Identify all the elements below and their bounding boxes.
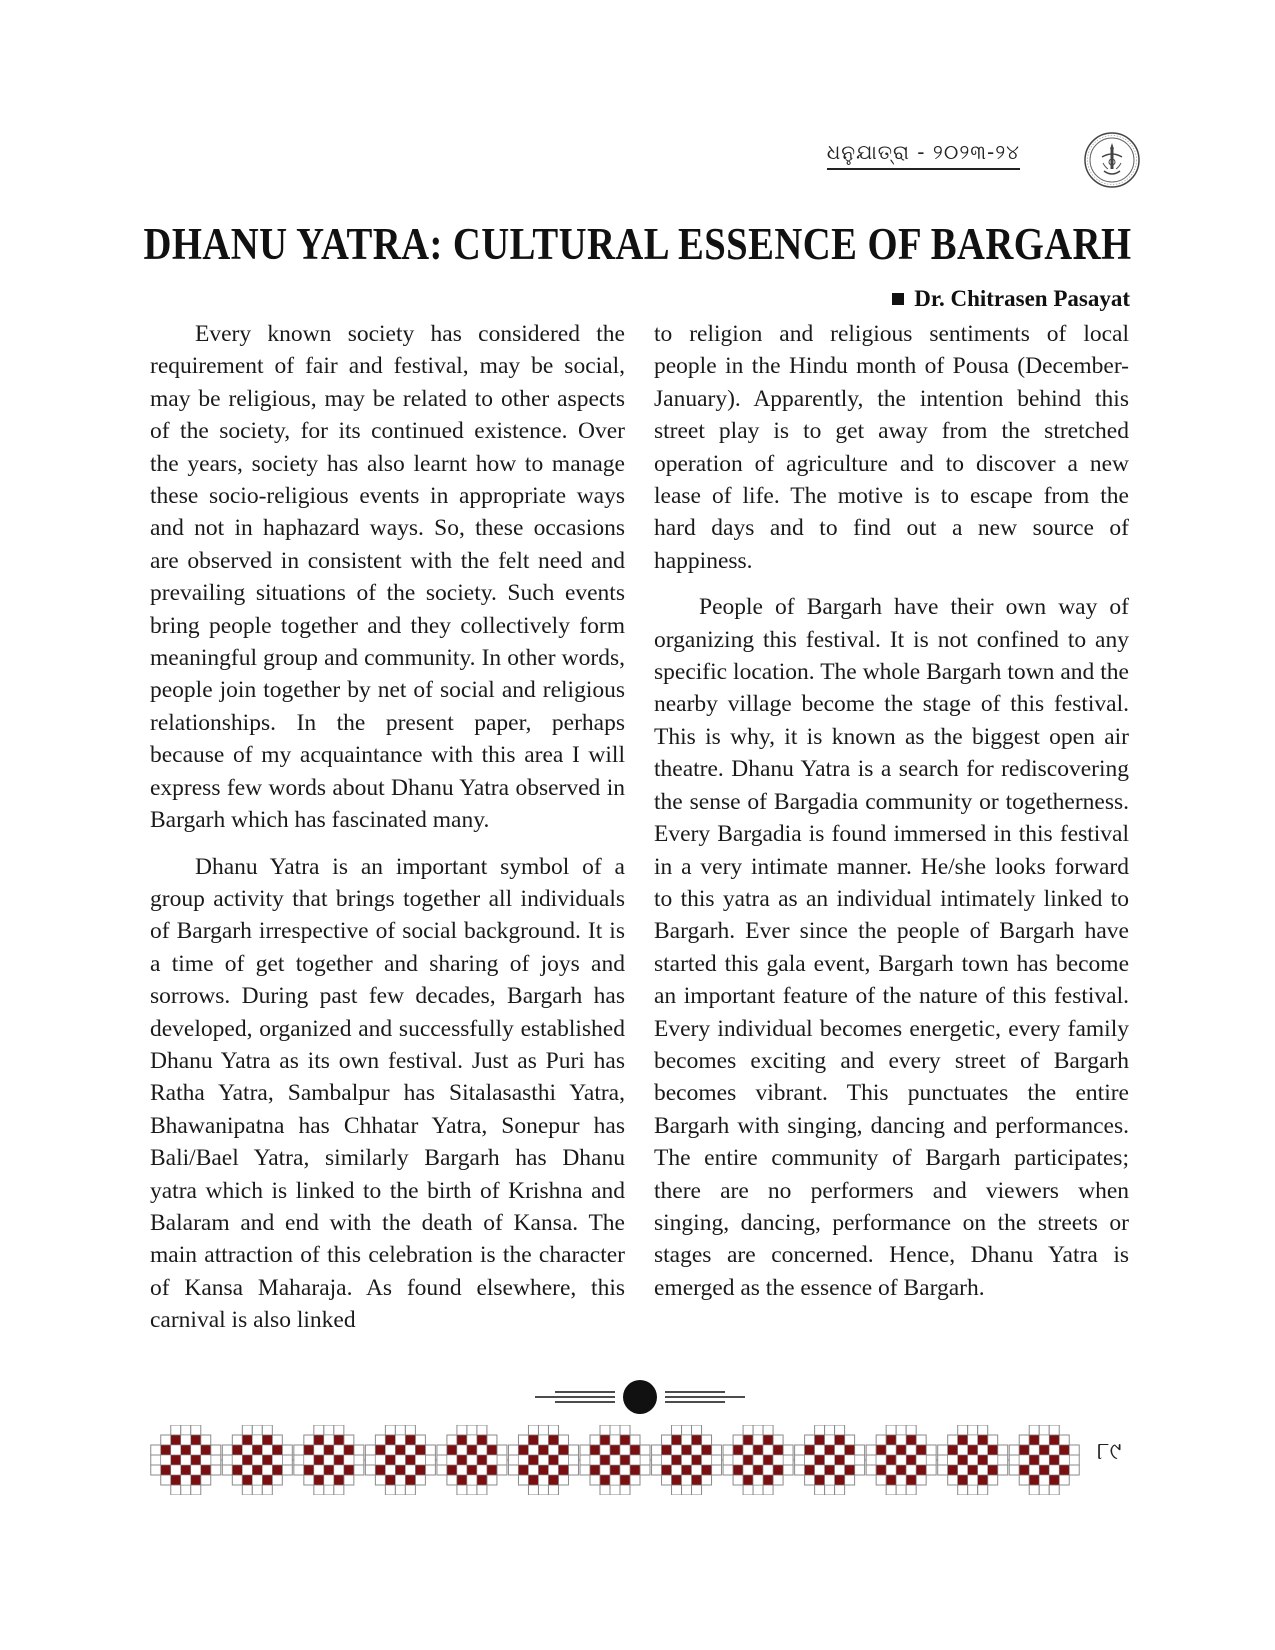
cross-motif xyxy=(795,1425,867,1495)
paragraph-continued: to religion and religious sentiments of local people in the Hindu month of Pousa (December-January). Apparently, the intention behind this street play is to get away from the stretched operation of agriculture and to discover a new lease of life. The motive is to escape from the hard days and to find out a new source of happiness. xyxy=(654,321,1129,574)
article-title: DHANU YATRA: CULTURAL ESSENCE OF BARGARH xyxy=(143,219,1132,269)
cross-motif xyxy=(437,1425,509,1495)
cross-motif-border-icon xyxy=(150,1425,1080,1495)
cross-motif xyxy=(508,1425,580,1495)
paragraph: Every known society has considered the requirement of fair and festival, may be social, may be religious, may be related to other aspects of the society, for its continued existence. Over the years, society has also learnt how to manage these socio-religious events in appropriate ways and not in haphazard ways. So, these occasions are observed in consistent with the felt need and prevailing situations of the society. Such events bring people together and they collectively form meaningful group and community. In other words, people join together by net of social and religious relationships. In the present paper, perhaps because of my acquaintance with this area I will express few words about Dhanu Yatra observed in Bargarh which has fascinated many. xyxy=(150,321,625,834)
author-name: Dr. Chitrasen Pasayat xyxy=(914,286,1130,311)
page-number: ୮୯ xyxy=(1097,1437,1122,1465)
paragraph: Dhanu Yatra is an important symbol of a group activity that brings together all individuals of Bargarh irrespective of social background. It is a time of get together and sharing of joys and sorrows. During past few decades, Bargarh has developed, organized and successfully established Dhanu Yatra as its own festival. Just as Puri has Ratha Yatra, Sambalpur has Sitalasasthi Yatra, Bhawanipatna has Chhatar Yatra, Sonepur has Bali/Bael Yatra, similarly Bargarh has Dhanu yatra which is linked to the birth of Krishna and Balaram and end with the death of Kansa. The main attraction of this celebration is the character of Kansa Maharaja. As found elsewhere, this carnival is also linked xyxy=(150,853,625,1334)
paragraph: People of Bargarh have their own way of organizing this festival. It is not confined to any specific location. The whole Bargarh town and the nearby village become the stage of this festival. This is why, it is known as the biggest open air theatre. Dhanu Yatra is a search for rediscovering the sense of Bargadia community or togetherness. Every Bargadia is found immersed in this festival in a very intimate manner. He/she looks forward to this yatra as an individual intimately linked to Bargarh. Ever since the people of Bargarh have started this gala event, Bargarh town has become an important feature of the nature of this festival. Every individual becomes energetic, every family becomes exciting and every street of Bargarh becomes vibrant. This punctuates the entire Bargarh with singing, dancing and performances. The entire community of Bargarh participates; there are no performers and viewers when singing, dancing, performance on the streets or stages are concerned. Hence, Dhanu Yatra is emerged as the essence of Bargarh. xyxy=(654,594,1129,1301)
journal-header-label: ଧନୁଯାତ୍ରା - ୨୦୨୩-୨୪ xyxy=(827,140,1020,170)
cross-motif xyxy=(294,1425,366,1495)
cross-motif xyxy=(723,1425,795,1495)
section-end-ornament-icon xyxy=(535,1380,745,1414)
cross-motif xyxy=(222,1425,294,1495)
right-column xyxy=(654,318,1129,1318)
cross-motif xyxy=(365,1425,437,1495)
emblem-seal-icon xyxy=(1083,131,1141,189)
cross-motif xyxy=(580,1425,652,1495)
cross-motif xyxy=(652,1425,724,1495)
cross-motif xyxy=(1009,1425,1079,1495)
cross-motif xyxy=(866,1425,938,1495)
cross-motif xyxy=(151,1425,223,1495)
author-byline xyxy=(892,286,1130,312)
left-column xyxy=(150,318,625,1351)
square-bullet-icon xyxy=(892,293,904,305)
cross-motif xyxy=(938,1425,1010,1495)
